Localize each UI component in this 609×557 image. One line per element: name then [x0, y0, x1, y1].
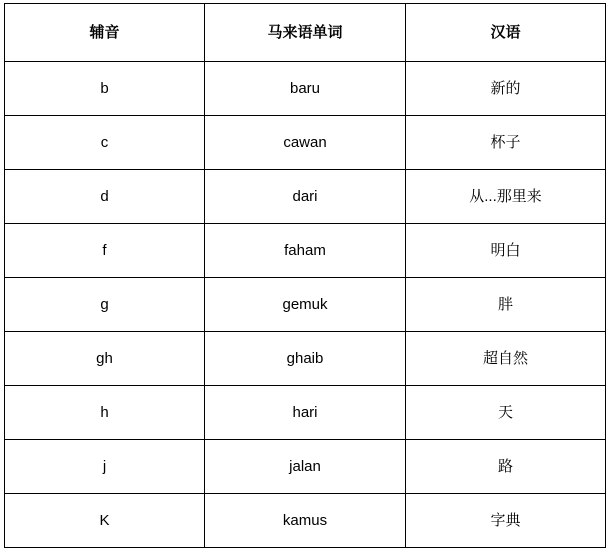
cell-malay-text: dari	[292, 187, 318, 205]
cell-consonant	[5, 224, 205, 278]
cell-consonant	[5, 440, 205, 494]
cell-consonant-text: c	[100, 133, 109, 151]
cell-consonant	[5, 116, 205, 170]
cell-malay-text: kamus	[282, 511, 328, 529]
consonant-vocabulary-table	[4, 3, 606, 548]
table-header	[5, 4, 606, 62]
cell-chinese	[406, 224, 606, 278]
column-header-consonant-label: 辅音	[89, 23, 120, 41]
cell-chinese	[406, 278, 606, 332]
document-page	[0, 3, 609, 557]
cell-chinese-text: 超自然	[482, 349, 528, 367]
cell-consonant-text: gh	[96, 349, 113, 367]
cell-chinese-text: 杯子	[490, 133, 521, 151]
cell-consonant-text: h	[100, 403, 109, 421]
cell-consonant	[5, 170, 205, 224]
cell-consonant	[5, 386, 205, 440]
table-row	[5, 224, 606, 278]
table-row	[5, 332, 606, 386]
cell-chinese	[406, 440, 606, 494]
cell-malay	[205, 494, 406, 548]
cell-malay-text: cawan	[283, 133, 327, 151]
cell-malay	[205, 278, 406, 332]
cell-chinese-text: 从...那里来	[469, 187, 542, 205]
cell-malay-text: baru	[289, 79, 321, 97]
table-row	[5, 170, 606, 224]
cell-malay	[205, 62, 406, 116]
table-header-row	[5, 4, 606, 62]
cell-consonant	[5, 62, 205, 116]
cell-malay	[205, 224, 406, 278]
table-row	[5, 62, 606, 116]
cell-consonant-text: d	[100, 187, 109, 205]
cell-malay	[205, 170, 406, 224]
cell-malay	[205, 116, 406, 170]
cell-chinese-text: 天	[497, 403, 513, 421]
cell-malay	[205, 332, 406, 386]
cell-malay-text: hari	[292, 403, 318, 421]
cell-malay-text: jalan	[289, 457, 321, 475]
cell-malay	[205, 440, 406, 494]
table-row	[5, 386, 606, 440]
cell-chinese	[406, 386, 606, 440]
cell-consonant-text: f	[102, 241, 107, 259]
cell-chinese-text: 新的	[490, 79, 521, 97]
cell-malay-text: ghaib	[286, 349, 324, 367]
column-header-malay-word-label: 马来语单词	[267, 23, 343, 41]
cell-malay-text: gemuk	[282, 295, 328, 313]
column-header-chinese	[406, 4, 606, 62]
column-header-malay-word	[205, 4, 406, 62]
cell-consonant-text: b	[100, 79, 109, 97]
table-row	[5, 440, 606, 494]
cell-consonant-text: j	[102, 457, 107, 475]
cell-malay	[205, 386, 406, 440]
cell-chinese-text: 路	[497, 457, 513, 475]
cell-chinese	[406, 116, 606, 170]
cell-consonant	[5, 278, 205, 332]
table-row	[5, 116, 606, 170]
table-row	[5, 278, 606, 332]
cell-chinese-text: 字典	[490, 511, 521, 529]
cell-chinese	[406, 332, 606, 386]
cell-consonant-text: g	[100, 295, 109, 313]
cell-chinese	[406, 494, 606, 548]
cell-consonant	[5, 332, 205, 386]
cell-chinese-text: 胖	[497, 295, 513, 313]
table-body	[5, 62, 606, 548]
cell-malay-text: faham	[284, 241, 326, 259]
cell-chinese	[406, 170, 606, 224]
table-row	[5, 494, 606, 548]
column-header-consonant	[5, 4, 205, 62]
cell-chinese	[406, 62, 606, 116]
cell-consonant-text: K	[99, 511, 110, 529]
cell-consonant	[5, 494, 205, 548]
cell-chinese-text: 明白	[490, 241, 521, 259]
column-header-chinese-label: 汉语	[490, 23, 521, 41]
